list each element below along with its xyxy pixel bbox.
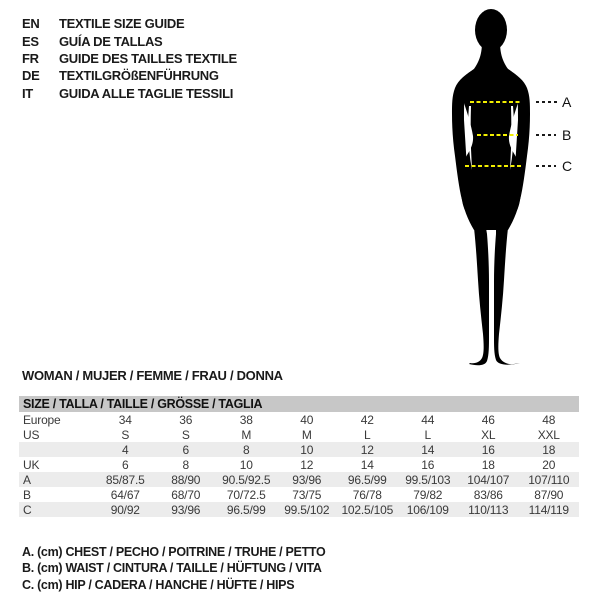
cell: 14 — [360, 457, 374, 472]
cell: 46 — [481, 412, 495, 427]
cell: 79/82 — [413, 487, 443, 502]
cell: 10 — [239, 457, 253, 472]
silhouette-left-leg — [469, 228, 489, 365]
cell: 10 — [277, 442, 338, 457]
cell: 18 — [481, 457, 495, 472]
lang-title: GUÍA DE TALLAS — [59, 33, 163, 49]
cell: 88/90 — [156, 472, 217, 487]
cell: 6 — [122, 457, 129, 472]
cell: 44 — [421, 412, 435, 427]
cell: 96.5/99 — [337, 472, 398, 487]
lang-row-fr — [22, 50, 237, 67]
cell: 73/75 — [292, 487, 322, 502]
cell: 12 — [337, 442, 398, 457]
cell: M — [241, 427, 252, 442]
size-table — [19, 396, 579, 517]
table-row-uk — [19, 457, 579, 472]
cell: S — [181, 427, 190, 442]
cell: 16 — [458, 442, 519, 457]
row-label — [19, 442, 95, 457]
note-hip: C. (cm) HIP / CADERA / HANCHE / HÜFTE / HIPS — [22, 577, 295, 592]
cell: 102.5/105 — [337, 502, 398, 517]
cell: 40 — [300, 412, 314, 427]
lang-row-de — [22, 67, 237, 84]
woman-silhouette-diagram — [430, 2, 600, 368]
measure-label-waist: B — [562, 127, 572, 143]
lang-row-en — [22, 15, 237, 32]
cell: 48 — [542, 412, 556, 427]
cell: L — [424, 427, 431, 442]
cell: 85/87.5 — [95, 472, 156, 487]
language-title-block — [22, 15, 237, 102]
cell: 42 — [360, 412, 374, 427]
cell: 70/72.5 — [226, 487, 266, 502]
lang-code: FR — [22, 50, 39, 66]
cell: 99.5/103 — [398, 472, 459, 487]
cell: 99.5/102 — [277, 502, 338, 517]
cell: 8 — [182, 457, 189, 472]
cell: 38 — [239, 412, 253, 427]
row-label: Europe — [23, 412, 61, 427]
cell: 83/86 — [473, 487, 503, 502]
lang-title: GUIDE DES TAILLES TEXTILE — [59, 50, 237, 66]
table-row-hip — [19, 502, 579, 517]
cell: 34 — [118, 412, 132, 427]
measure-label-hip: C — [562, 158, 573, 174]
cell: 76/78 — [352, 487, 382, 502]
lang-code: DE — [22, 68, 40, 84]
lang-code: EN — [22, 16, 40, 32]
cell: 106/109 — [398, 502, 459, 517]
note-waist: B. (cm) WAIST / CINTURA / TAILLE / HÜFTUNG / VITA — [22, 561, 322, 576]
cell: 104/107 — [458, 472, 519, 487]
woman-silhouette — [452, 9, 530, 365]
silhouette-neck — [474, 42, 508, 69]
row-label: C — [19, 502, 95, 517]
cell: 110/113 — [458, 502, 519, 517]
lang-title: GUIDA ALLE TAGLIE TESSILI — [59, 85, 234, 101]
cell: 87/90 — [534, 487, 564, 502]
cell: 90.5/92.5 — [216, 472, 277, 487]
cell: 68/70 — [171, 487, 201, 502]
size-table-header: SIZE / TALLA / TAILLE / GRÖSSE / TAGLIA — [19, 396, 579, 412]
gender-heading: WOMAN / MUJER / FEMME / FRAU / DONNA — [22, 368, 283, 383]
table-row-chest — [19, 472, 579, 487]
lang-code: ES — [22, 33, 39, 49]
cell: M — [301, 427, 312, 442]
cell: 64/67 — [110, 487, 140, 502]
cell: L — [364, 427, 371, 442]
cell: 12 — [300, 457, 314, 472]
cell: 16 — [421, 457, 435, 472]
row-label: US — [23, 427, 40, 442]
note-chest: A. (cm) CHEST / PECHO / POITRINE / TRUHE / PETTO — [22, 545, 326, 559]
table-row-us — [19, 427, 579, 442]
cell: 93/96 — [156, 502, 217, 517]
row-label: A — [19, 472, 95, 487]
cell: 8 — [216, 442, 277, 457]
cell: 96.5/99 — [216, 502, 277, 517]
cell: 20 — [542, 457, 556, 472]
lang-title: TEXTILE SIZE GUIDE — [59, 16, 185, 32]
table-row-us-numeric — [19, 442, 579, 457]
silhouette-right-leg — [494, 228, 520, 365]
cell: 36 — [179, 412, 193, 427]
table-row-europe — [19, 412, 579, 427]
cell: XXL — [537, 427, 560, 442]
cell: 90/92 — [95, 502, 156, 517]
cell: XL — [481, 427, 496, 442]
row-label: UK — [23, 457, 40, 472]
cell: 6 — [156, 442, 217, 457]
cell: 107/110 — [519, 472, 580, 487]
table-row-waist — [19, 487, 579, 502]
cell: S — [121, 427, 130, 442]
lang-row-es — [22, 32, 237, 49]
lang-row-it — [22, 85, 237, 102]
cell: 18 — [519, 442, 580, 457]
lang-title: TEXTILGRÖßENFÜHRUNG — [59, 68, 219, 84]
row-label: B — [23, 487, 31, 502]
size-table-header-row — [19, 396, 579, 412]
lang-code: IT — [22, 85, 33, 101]
cell: 114/119 — [519, 502, 580, 517]
cell: 14 — [398, 442, 459, 457]
cell: 93/96 — [277, 472, 338, 487]
cell: 4 — [95, 442, 156, 457]
measure-label-chest: A — [562, 94, 572, 110]
measurement-notes — [22, 545, 325, 594]
